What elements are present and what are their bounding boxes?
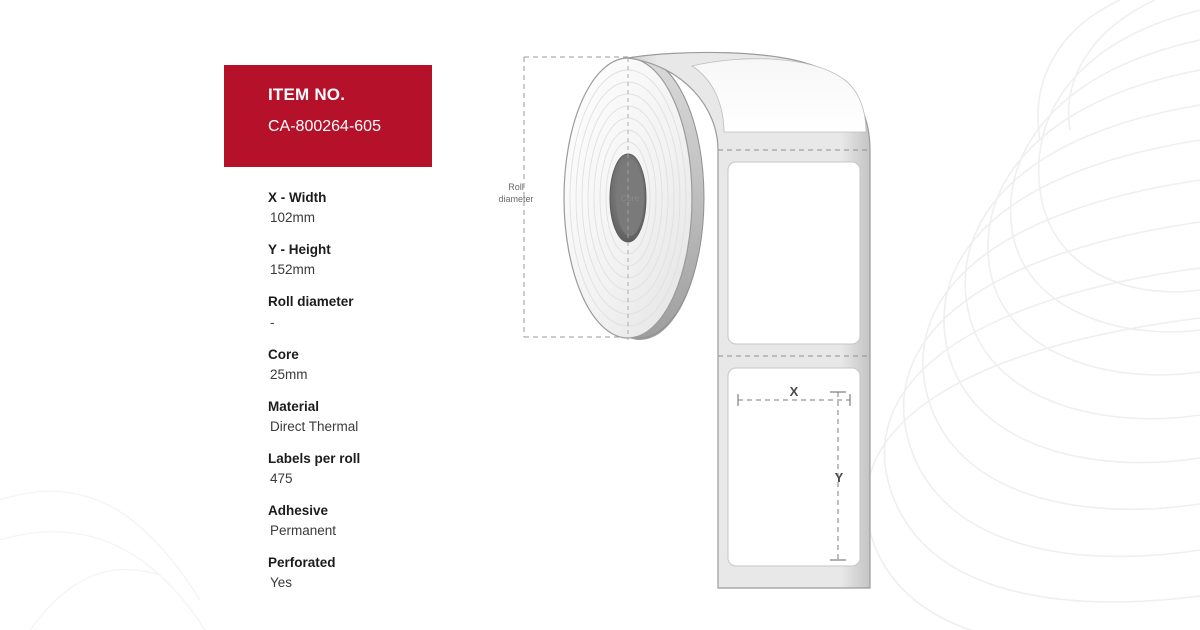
y-dimension-label: Y <box>834 470 844 485</box>
spec-value-material: Direct Thermal <box>270 418 359 434</box>
roll-diameter-label-line1: Roll <box>508 182 524 192</box>
spec-label-material: Material <box>268 398 320 414</box>
spec-label-perforated: Perforated <box>268 555 336 571</box>
spec-value-adhesive: Permanent <box>270 523 337 539</box>
spec-label-core: Core <box>268 346 299 362</box>
spec-label-adhesive: Adhesive <box>268 503 329 519</box>
spec-value-roll-diameter: - <box>270 314 275 330</box>
spec-label-height: Y - Height <box>268 242 331 258</box>
item-number-title: ITEM NO. <box>268 85 346 104</box>
item-number-badge <box>224 65 432 167</box>
spec-value-labels-per-roll: 475 <box>270 471 293 487</box>
spec-row-roll-diameter <box>268 292 528 333</box>
specification-list <box>268 188 528 605</box>
spec-row-material <box>268 397 528 438</box>
spec-label-labels-per-roll: Labels per roll <box>268 450 361 466</box>
label-roll-illustration <box>480 0 1200 630</box>
spec-value-core: 25mm <box>270 366 308 382</box>
spec-row-labels-per-roll <box>268 449 528 490</box>
spec-value-width: 102mm <box>270 210 316 226</box>
spec-row-width <box>268 188 528 229</box>
spec-row-height <box>268 240 528 281</box>
item-number-value: CA-800264-605 <box>268 118 381 136</box>
spec-row-core <box>268 345 528 386</box>
spec-label-width: X - Width <box>268 190 327 205</box>
roll-diameter-label-line2: diameter <box>498 194 534 204</box>
spec-row-adhesive <box>268 501 528 542</box>
spec-row-perforated <box>268 553 528 594</box>
spec-label-roll-diameter: Roll diameter <box>268 294 354 310</box>
spec-value-perforated: Yes <box>270 575 293 591</box>
spec-value-height: 152mm <box>270 262 316 278</box>
core-label: Core <box>620 193 640 203</box>
x-dimension-label: X <box>789 384 799 399</box>
